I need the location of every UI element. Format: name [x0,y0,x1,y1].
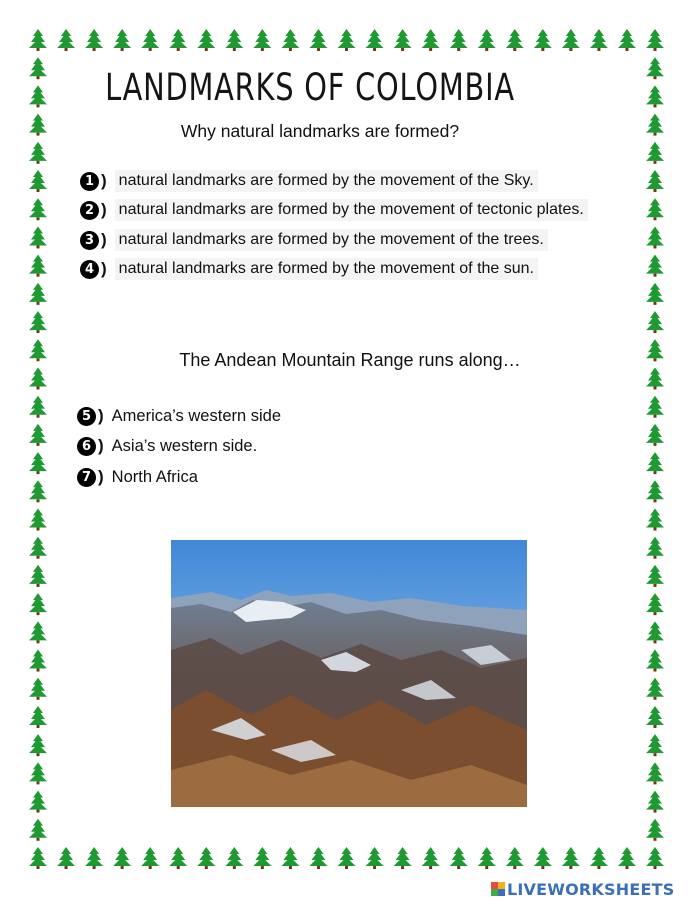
tree-icon [646,537,664,559]
tree-icon [646,509,664,531]
tree-icon [253,29,271,51]
tree-icon [646,734,664,756]
tree-icon [309,847,327,869]
tree-icon [646,593,664,615]
option-1-text[interactable]: natural landmarks are formed by the movement of the Sky. [115,170,538,192]
option-1[interactable]: 1 ) natural landmarks are formed by the movement of the Sky. [80,169,538,193]
tree-icon [29,565,47,587]
tree-icon [85,847,103,869]
tree-icon [646,29,664,51]
tree-icon [85,29,103,51]
tree-icon [57,847,75,869]
tree-icon [646,424,664,446]
tree-icon [281,29,299,51]
tree-icon [562,29,580,51]
tree-icon [590,847,608,869]
option-4-text[interactable]: natural landmarks are formed by the movement of the sun. [115,258,538,280]
tree-icon [225,847,243,869]
tree-icon [646,565,664,587]
tree-icon [197,847,215,869]
brand-name: LIVEWORKSHEETS [507,879,675,899]
tree-icon [29,791,47,813]
tree-icon [29,424,47,446]
option-5[interactable]: 5 ) America’s western side [77,403,281,429]
tree-icon [646,819,664,841]
tree-icon [394,29,412,51]
tree-icon [646,85,664,107]
tree-icon [366,847,384,869]
tree-icon [29,847,47,869]
number-badge: 4 [80,260,99,279]
tree-icon [646,847,664,869]
tree-icon [646,621,664,643]
tree-icon [646,142,664,164]
tree-icon [646,57,664,79]
number-badge: 5 [77,407,96,426]
question-1-prompt: Why natural landmarks are formed? [180,121,460,141]
tree-icon [646,283,664,305]
tree-icon [253,847,271,869]
tree-icon [29,85,47,107]
tree-icon [29,480,47,502]
tree-icon [29,650,47,672]
tree-icon [478,847,496,869]
icon-square-green [491,889,498,896]
liveworksheets-logo[interactable] [491,878,674,900]
option-2-text[interactable]: natural landmarks are formed by the movement of tectonic plates. [115,199,588,221]
tree-icon [366,29,384,51]
tree-icon [534,847,552,869]
tree-icon [478,29,496,51]
tree-icon [225,29,243,51]
tree-icon [29,311,47,333]
tree-icon [562,847,580,869]
tree-icon [450,847,468,869]
tree-icon [534,29,552,51]
tree-icon [422,29,440,51]
option-4[interactable]: 4 ) natural landmarks are formed by the movement of the sun. [80,257,538,281]
tree-icon [646,762,664,784]
tree-icon [169,29,187,51]
tree-icon [29,734,47,756]
tree-icon [506,847,524,869]
tree-icon [113,847,131,869]
tree-icon [141,847,159,869]
number-badge: 3 [80,231,99,250]
tree-icon [29,170,47,192]
tree-icon [618,29,636,51]
tree-icon [309,29,327,51]
tree-icon [394,847,412,869]
tree-icon [450,29,468,51]
number-badge: 2 [80,201,99,220]
option-3[interactable]: 3 ) natural landmarks are formed by the movement of the trees. [80,228,548,252]
tree-icon [646,226,664,248]
tree-icon [169,847,187,869]
tree-icon [646,114,664,136]
tree-icon [646,255,664,277]
tree-icon [29,283,47,305]
icon-square-red [491,882,498,889]
liveworksheets-icon [491,882,505,896]
tree-icon [338,29,356,51]
number-badge: 7 [77,468,96,487]
tree-icon [646,311,664,333]
tree-icon [646,198,664,220]
worksheet-title: LANDMARKS OF COLOMBIA [105,66,515,109]
tree-icon [29,396,47,418]
option-5-text[interactable]: America’s western side [111,406,282,425]
tree-icon [646,480,664,502]
tree-icon [29,621,47,643]
tree-icon [646,791,664,813]
option-7-text[interactable]: North Africa [111,467,198,486]
number-badge: 6 [77,437,96,456]
option-3-text[interactable]: natural landmarks are formed by the movement of the trees. [115,229,548,251]
tree-icon [113,29,131,51]
tree-icon [29,57,47,79]
tree-icon [646,170,664,192]
tree-icon [29,509,47,531]
tree-icon [29,678,47,700]
tree-icon [29,255,47,277]
option-7[interactable]: 7 ) North Africa [77,464,198,490]
tree-icon [197,29,215,51]
tree-icon [281,847,299,869]
tree-icon [646,650,664,672]
option-2[interactable]: 2 ) natural landmarks are formed by the movement of tectonic plates. [80,198,588,222]
tree-icon [141,29,159,51]
tree-icon [506,29,524,51]
andes-mountains-photo [171,540,527,807]
tree-icon [29,142,47,164]
option-6[interactable]: 6 ) Asia’s western side. [77,433,257,459]
tree-icon [29,452,47,474]
option-6-text[interactable]: Asia’s western side. [111,436,258,455]
tree-icon [338,847,356,869]
number-badge: 1 [80,172,99,191]
tree-icon [590,29,608,51]
tree-icon [646,678,664,700]
tree-icon [57,29,75,51]
tree-icon [29,29,47,51]
icon-square-yellow [498,882,505,889]
tree-icon [29,706,47,728]
tree-icon [29,226,47,248]
tree-icon [646,706,664,728]
icon-square-blue [498,889,505,896]
tree-icon [618,847,636,869]
tree-icon [422,847,440,869]
question-2-prompt: The Andean Mountain Range runs along… [179,350,521,370]
tree-icon [29,762,47,784]
tree-icon [646,452,664,474]
tree-icon [29,198,47,220]
tree-icon [29,819,47,841]
tree-icon [646,396,664,418]
tree-icon [29,593,47,615]
tree-icon [29,537,47,559]
